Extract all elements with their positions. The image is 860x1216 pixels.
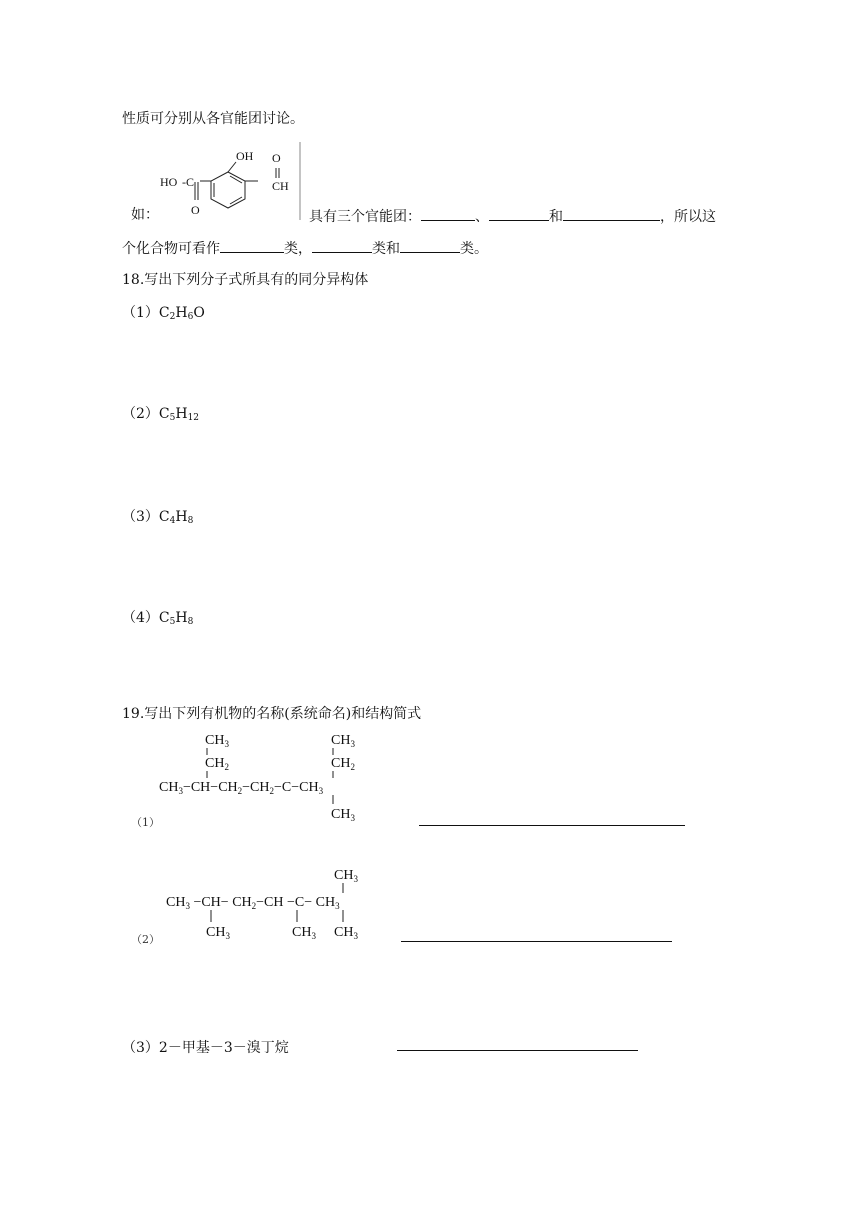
blank-group-3[interactable] (563, 207, 660, 221)
q18-title: 18.写出下列分子式所具有的同分异构体 (122, 272, 369, 288)
s2-ch3-top: $CH_3$ (334, 868, 358, 884)
s1-ch2-right: $CH_2$ (331, 756, 355, 772)
blank-class-2[interactable] (312, 239, 372, 253)
lei-1: 类， (284, 241, 312, 257)
intro-line: 性质可分别从各官能团讨论。 (122, 111, 304, 127)
blank-class-1[interactable] (220, 239, 284, 253)
s2-ch3-bottom-3: $CH_3$ (334, 925, 358, 941)
aldehyde-o-label: O (272, 151, 281, 165)
s1-ch3-top-right: $CH_3$ (331, 733, 355, 749)
lei-end: 类。 (460, 241, 488, 257)
structure-2 (162, 862, 402, 942)
example-prefix: 如： (131, 207, 159, 223)
q18-item-2: $(2)C_5H_{12}$ (122, 406, 200, 423)
sentence-b: 个化合物可看作 (122, 241, 220, 257)
blank-class-3[interactable] (400, 239, 460, 253)
s2-main-chain: $CH_3 -CH- CH_2-CH -C- CH_3$ (166, 895, 340, 911)
example-sentence-line-1 (309, 207, 716, 225)
q18-item-1: $(1)C_2H_6O$ (122, 305, 205, 322)
s2-ch3-bottom-2: $CH_3$ (292, 925, 316, 941)
q18-item-4: $(4)C_5H_8$ (122, 610, 194, 627)
sentence-a-end: ，所以这 (660, 209, 716, 225)
example-molecule-structure (150, 142, 302, 224)
blank-group-2[interactable] (489, 207, 549, 221)
blank-group-1[interactable] (421, 207, 475, 221)
q19-item-1-label: （1） (131, 816, 160, 829)
q18-item-3: $(3)C_4H_8$ (122, 509, 194, 526)
answer-line-3[interactable] (397, 1050, 638, 1051)
sentence-a: 具有三个官能团： (309, 209, 421, 225)
aldehyde-ch-label: CH (272, 179, 289, 193)
q19-item-2-label: （2） (131, 933, 160, 946)
answer-line-2[interactable] (401, 941, 672, 942)
carbonyl-o-label: O (191, 203, 200, 217)
ho-label: HO (160, 175, 178, 189)
ho-bond-dash: -C (182, 175, 194, 189)
sep-2: 和 (549, 209, 563, 225)
oh-label: OH (236, 149, 254, 163)
q19-item-3: （3）2－甲基－3－溴丁烷 (122, 1040, 289, 1056)
s1-ch2-left: $CH_2$ (205, 756, 229, 772)
lei-2: 类和 (372, 241, 400, 257)
answer-line-1[interactable] (419, 825, 685, 826)
s2-ch3-bottom-1: $CH_3$ (206, 925, 230, 941)
s1-main-chain: $CH_3-CH-CH_2-CH_2-C-CH_3$ (159, 780, 324, 796)
structure-1 (155, 727, 395, 825)
s1-ch3-top-left: $CH_3$ (205, 733, 229, 749)
s1-ch3-bottom: $CH_3$ (331, 807, 355, 823)
q19-title: 19.写出下列有机物的名称(系统命名)和结构简式 (122, 706, 422, 722)
example-sentence-line-2 (122, 239, 488, 257)
sep-1: 、 (475, 209, 489, 225)
